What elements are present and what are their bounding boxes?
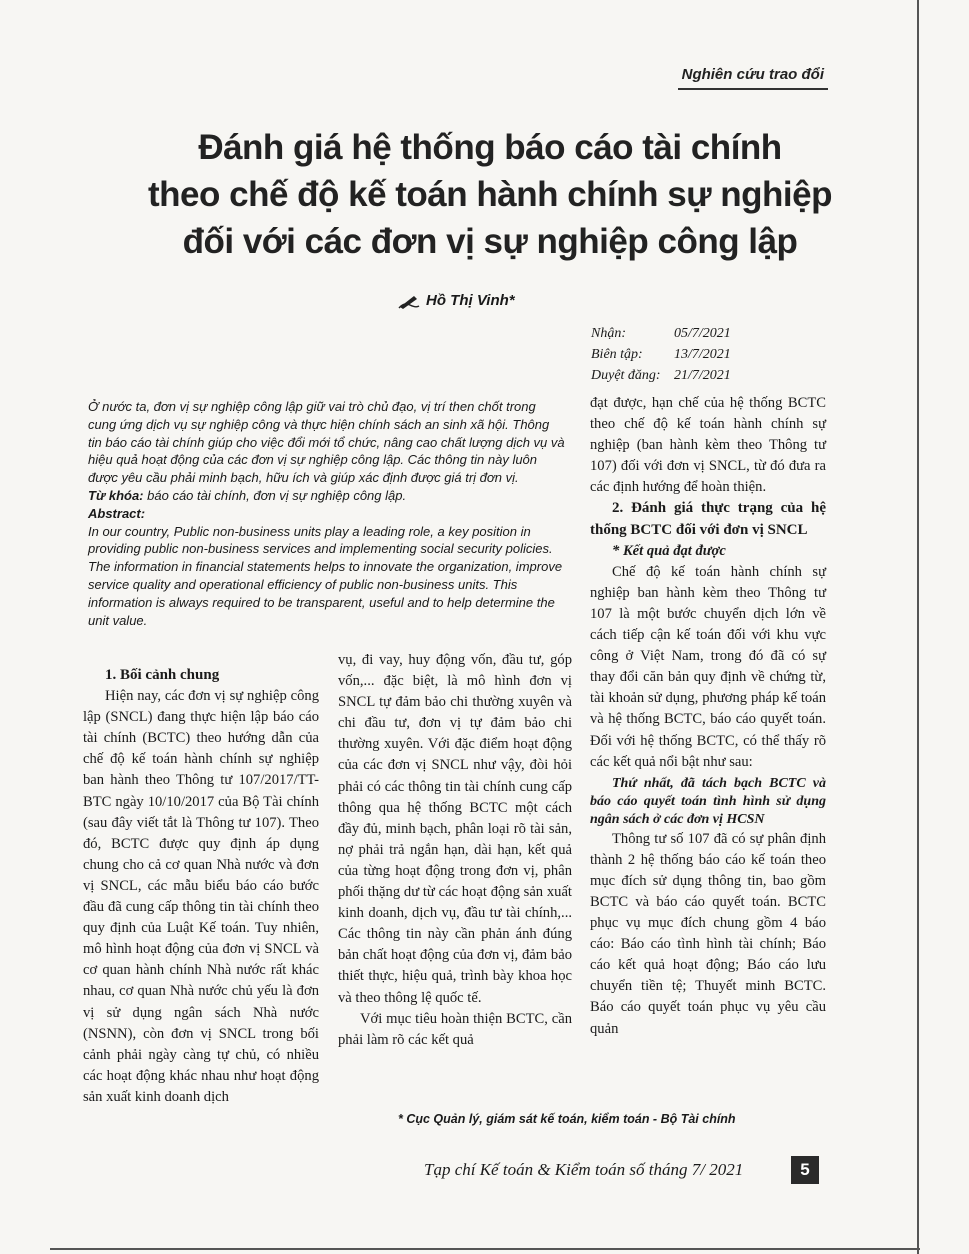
paragraph: đạt được, hạn chế của hệ thống BCTC theo chế độ kế toán hành chính sự nghiệp (ban hành kèm theo Thông tư 107) đối với đơn vị SNCL, từ đó đưa ra các định hướng để hoàn thiện.: [590, 395, 826, 496]
abstract-vietnamese: Ở nước ta, đơn vị sự nghiệp công lập giữ vai trò chủ đạo, vị trí then chốt trong cung ứng dịch vụ sự nghiệp công và thực hiện chính sách an sinh xã hội. Thông tin báo cáo tài chính giúp cho việc đổi mới tổ chức, nâng cao chất lượng dịch vụ và hiệu quả hoạt động của các đơn vị sự nghiệp công lập. Các thông tin này luôn được yêu cầu phải minh bạch, hữu ích và giúp xác định được giá trị đơn vị.: [88, 399, 565, 486]
received-label: Nhận:: [591, 326, 626, 341]
section-underline: [678, 88, 828, 90]
abstract-box: [88, 398, 566, 629]
page-number: 5: [791, 1156, 819, 1184]
paragraph: vụ, đi vay, huy động vốn, đầu tư, góp vốn,... đặc biệt, là mô hình đơn vị SNCL tự đảm bảo chi thường xuyên và chi đầu tư, đơn vị tự đảm bảo chi thường xuyên. Với đặc điểm hoạt động của các đơn vị SNCL như vậy, đòi hỏi phải có các thông tin tài chính cung cấp thông qua hệ thống BCTC một cách đầy đủ, minh bạch, phân loại rõ tài sản, nợ phải trả ngắn hạn, dài hạn, kết quả của từng hoạt động trong đơn vị, phân phối thặng dư từ các hoạt động sản xuất kinh doanh, dịch vụ, đầu tư tài chính,... Các thông tin này cần phản ánh đúng bản chất hoạt động của đơn vị, đảm bảo thiết thực, hiệu quả, trình bày khoa học và theo thông lệ quốc tế.: [338, 652, 572, 1006]
author-footnote: * Cục Quản lý, giám sát kế toán, kiểm toán - Bộ Tài chính: [398, 1112, 736, 1126]
body-column-1: [83, 665, 319, 1108]
abstract-label: Abstract:: [88, 505, 146, 521]
edited-label: Biên tập:: [591, 347, 643, 362]
section-tag: Nghiên cứu trao đổi: [681, 66, 824, 83]
section-2-heading: 2. Đánh giá thực trạng của hệ thống BCTC đối với đơn vị SNCL: [590, 500, 826, 538]
publication-dates: [591, 323, 731, 386]
keywords-label: Từ khóa:: [88, 487, 144, 503]
edited-date: 13/7/2021: [674, 347, 731, 362]
subsection-heading: Thứ nhất, đã tách bạch BCTC và báo cáo quyết toán tình hình sử dụng ngân sách ở các đơn vị HCSN: [590, 775, 826, 827]
author-byline: [398, 292, 515, 309]
subsection-heading: * Kết quả đạt được: [612, 542, 726, 559]
paragraph: Hiện nay, các đơn vị sự nghiệp công lập (SNCL) đang thực hiện lập báo cáo tài chính (BCTC) theo hướng dẫn của chế độ kế toán hành chính sự nghiệp ban hành theo Thông tư 107/2017/TT-BTC ngày 10/10/2017 của Bộ Tài chính (sau đây viết tắt là Thông tư 107). Theo đó, BCTC được quy định áp dụng chung cho cả cơ quan Nhà nước và đơn vị SNCL, các mẫu biểu báo cáo bước đầu đã cung cấp thông tin tài chính theo quy định của Luật Kế toán. Tuy nhiên, mô hình hoạt động của đơn vị SNCL và cơ quan hành chính Nhà nước rất khác nhau, cơ quan Nhà nước chủ yếu là đơn vị sử dụng ngân sách Nhà nước (NSNN), còn đơn vị SNCL trong bối cảnh phải ngày càng tự chủ, có nhiều các hoạt động khác nhau như hoạt động sản xuất kinh doanh dịch: [83, 688, 319, 1105]
abstract-english: In our country, Public non-business units play a leading role, a key position in providing public non-business services and implementing social security policies. The information in financial statements helps to innovate the organization, improve service quality and operational efficiency of public non-business units. This information is always required to be transparent, useful and to help determine the unit value.: [88, 523, 563, 628]
paragraph: Chế độ kế toán hành chính sự nghiệp ban hành kèm theo Thông tư 107 là một bước chuyển dịch lớn về cách tiếp cận kế toán đối với khu vực công ở Việt Nam, trong đó đã có sự thay đổi căn bản quy định về chứng từ, tài khoản sử dụng, phương pháp kế toán và hệ thống BCTC, báo cáo quyết toán. Đối với hệ thống BCTC, có thể thấy rõ các kết quả nổi bật như sau:: [590, 563, 826, 770]
journal-footer: Tạp chí Kế toán & Kiểm toán số tháng 7/ 2021: [424, 1160, 744, 1179]
article-title: [60, 124, 920, 265]
body-column-2: [338, 650, 572, 1051]
paragraph: Thông tư số 107 đã có sự phân định thành 2 hệ thống báo cáo kế toán theo mục đích sử dụng thông tin, bao gồm BCTC và báo cáo quyết toán. BCTC phục vụ mục đích chung gồm 4 báo cáo: Báo cáo tình hình tài chính; Báo cáo kết quả hoạt động; Báo cáo lưu chuyển tiền tệ; Thuyết minh BCTC. Báo cáo quyết toán phục vụ yêu cầu quản: [590, 830, 826, 1037]
title-line-2: theo chế độ kế toán hành chính sự nghiệp: [148, 175, 832, 214]
page-bottom-rule: [50, 1248, 920, 1250]
approved-date: 21/7/2021: [674, 368, 731, 383]
title-line-1: Đánh giá hệ thống báo cáo tài chính: [198, 128, 782, 167]
approved-label: Duyệt đăng:: [591, 368, 661, 383]
body-column-3: [590, 393, 826, 1040]
pen-icon: [398, 293, 420, 309]
title-line-3: đối với các đơn vị sự nghiệp công lập: [182, 222, 798, 261]
section-1-heading: 1. Bối cảnh chung: [105, 667, 220, 683]
author-name: Hồ Thị Vinh*: [426, 292, 515, 309]
received-date: 05/7/2021: [674, 326, 731, 341]
keywords: báo cáo tài chính, đơn vị sự nghiệp công lập.: [147, 487, 407, 503]
paragraph: Với mục tiêu hoàn thiện BCTC, cần phải làm rõ các kết quả: [338, 1010, 572, 1048]
